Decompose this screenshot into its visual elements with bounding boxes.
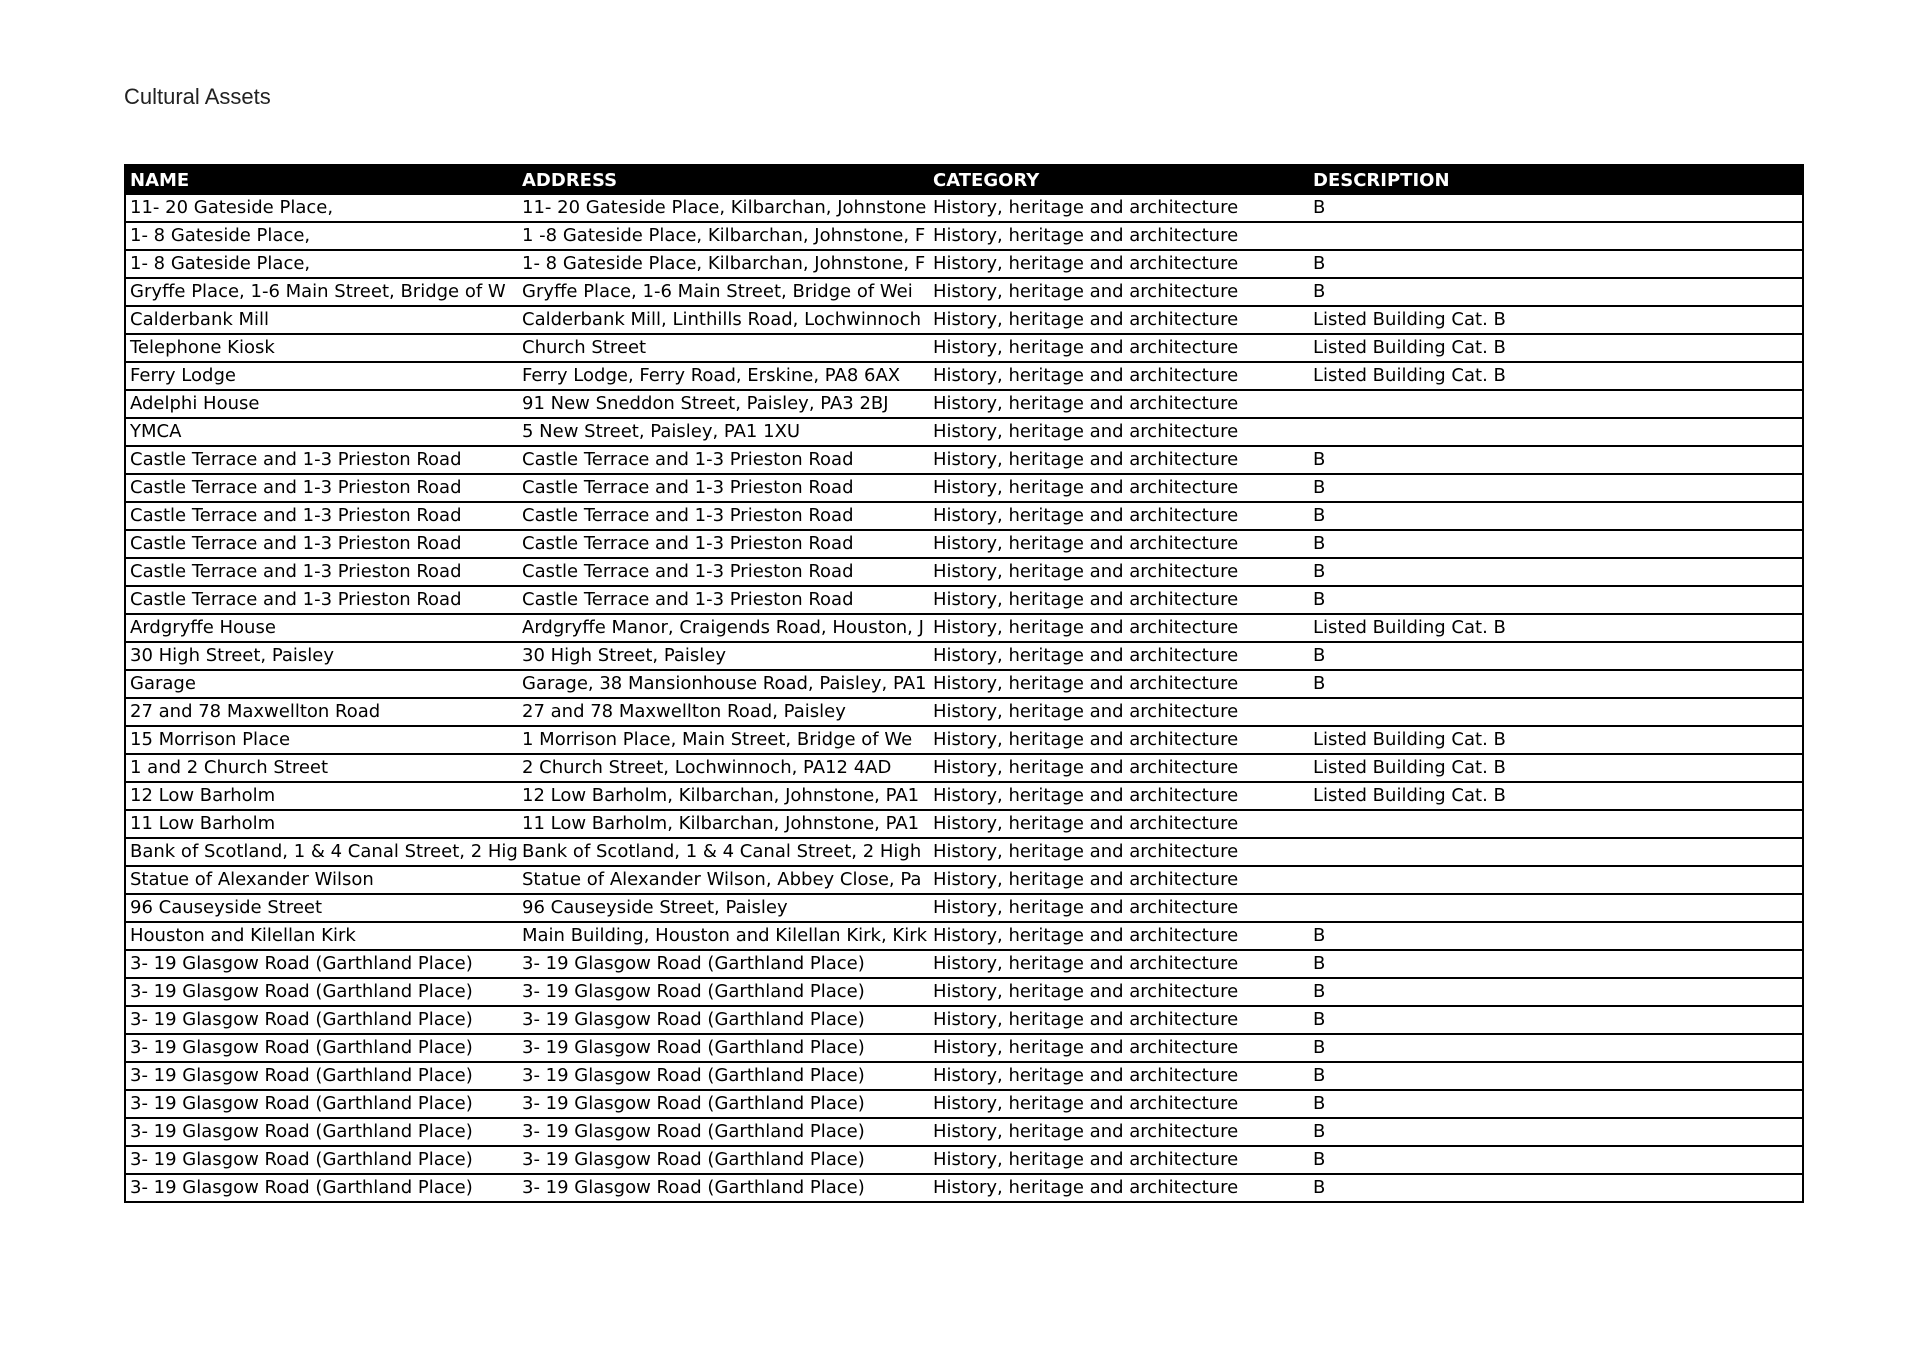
description-cell: B <box>1309 250 1802 278</box>
address-cell: Castle Terrace and 1-3 Prieston Road <box>518 530 929 558</box>
description-cell: B <box>1309 950 1802 978</box>
name-cell: 1- 8 Gateside Place, <box>126 222 518 250</box>
address-cell: 1 Morrison Place, Main Street, Bridge of We <box>518 726 929 754</box>
name-cell: Ferry Lodge <box>126 362 518 390</box>
name-cell: Garage <box>126 670 518 698</box>
category-cell: History, heritage and architecture <box>929 474 1309 502</box>
category-cell: History, heritage and architecture <box>929 278 1309 306</box>
description-cell: B <box>1309 278 1802 306</box>
cultural-assets-table-container <box>124 164 1804 1203</box>
address-cell: Castle Terrace and 1-3 Prieston Road <box>518 502 929 530</box>
description-cell <box>1309 810 1802 838</box>
category-cell: History, heritage and architecture <box>929 306 1309 334</box>
description-cell <box>1309 894 1802 922</box>
table-row <box>126 306 1802 334</box>
name-cell: Gryffe Place, 1-6 Main Street, Bridge of W <box>126 278 518 306</box>
description-cell: B <box>1309 530 1802 558</box>
header-row <box>126 166 1802 195</box>
table-row <box>126 838 1802 866</box>
name-cell: Ardgryffe House <box>126 614 518 642</box>
description-cell: Listed Building Cat. B <box>1309 726 1802 754</box>
category-cell: History, heritage and architecture <box>929 978 1309 1006</box>
description-cell: B <box>1313 1177 1326 1198</box>
name-cell: Castle Terrace and 1-3 Prieston Road <box>126 446 518 474</box>
category-cell: History, heritage and architecture <box>929 894 1309 922</box>
address-cell: 3- 19 Glasgow Road (Garthland Place) <box>518 1146 929 1174</box>
category-cell: History, heritage and architecture <box>929 614 1309 642</box>
name-cell: 3- 19 Glasgow Road (Garthland Place) <box>126 1062 518 1090</box>
column-header-category: CATEGORY <box>929 166 1309 195</box>
name-cell: Castle Terrace and 1-3 Prieston Road <box>126 558 518 586</box>
name-cell: 11- 20 Gateside Place, <box>126 195 518 222</box>
column-header-name: NAME <box>126 166 518 195</box>
name-cell: 1- 8 Gateside Place, <box>126 250 518 278</box>
address-cell: Castle Terrace and 1-3 Prieston Road <box>518 586 929 614</box>
name-cell: 3- 19 Glasgow Road (Garthland Place) <box>126 978 518 1006</box>
category-cell: History, heritage and architecture <box>929 726 1309 754</box>
table-row <box>126 810 1802 838</box>
category-cell: History, heritage and architecture <box>929 698 1309 726</box>
address-cell: Main Building, Houston and Kilellan Kirk, Kirk <box>518 922 929 950</box>
address-cell: 12 Low Barholm, Kilbarchan, Johnstone, PA1 <box>518 782 929 810</box>
description-cell <box>1309 418 1802 446</box>
table-row <box>126 1034 1802 1062</box>
table-row <box>126 1090 1802 1118</box>
table-row <box>126 195 1802 222</box>
name-cell: Houston and Kilellan Kirk <box>126 922 518 950</box>
category-cell: History, heritage and architecture <box>929 558 1309 586</box>
table-row <box>126 502 1802 530</box>
name-cell: 1 and 2 Church Street <box>126 754 518 782</box>
table-row <box>126 894 1802 922</box>
category-cell: History, heritage and architecture <box>929 950 1309 978</box>
category-cell: History, heritage and architecture <box>929 586 1309 614</box>
description-cell <box>1309 866 1802 894</box>
name-cell: 15 Morrison Place <box>126 726 518 754</box>
address-cell: Garage, 38 Mansionhouse Road, Paisley, PA1 <box>518 670 929 698</box>
category-cell: History, heritage and architecture <box>929 418 1309 446</box>
table-row <box>126 866 1802 894</box>
address-cell: 27 and 78 Maxwellton Road, Paisley <box>518 698 929 726</box>
column-header-description: DESCRIPTION <box>1309 166 1802 195</box>
table-row <box>126 1174 1802 1201</box>
cultural-assets-table <box>126 166 1802 1201</box>
description-cell: B <box>1309 1006 1802 1034</box>
category-cell: History, heritage and architecture <box>929 838 1309 866</box>
table-row <box>126 642 1802 670</box>
table-row <box>126 1146 1802 1174</box>
description-cell: B <box>1309 978 1802 1006</box>
category-cell: History, heritage and architecture <box>929 810 1309 838</box>
table-row <box>126 782 1802 810</box>
description-cell: B <box>1309 446 1802 474</box>
category-cell: History, heritage and architecture <box>929 1118 1309 1146</box>
name-cell: 27 and 78 Maxwellton Road <box>126 698 518 726</box>
description-cell <box>1309 390 1802 418</box>
table-row <box>126 418 1802 446</box>
table-header <box>126 166 1802 195</box>
category-cell: History, heritage and architecture <box>929 782 1309 810</box>
table-row <box>126 978 1802 1006</box>
category-cell: History, heritage and architecture <box>929 502 1309 530</box>
category-cell: History, heritage and architecture <box>929 1062 1309 1090</box>
category-cell: History, heritage and architecture <box>929 1146 1309 1174</box>
category-cell: History, heritage and architecture <box>929 334 1309 362</box>
table-row <box>126 250 1802 278</box>
name-cell: 11 Low Barholm <box>126 810 518 838</box>
address-cell: 3- 19 Glasgow Road (Garthland Place) <box>518 978 929 1006</box>
address-cell: Bank of Scotland, 1 & 4 Canal Street, 2 High <box>518 838 929 866</box>
name-cell: 3- 19 Glasgow Road (Garthland Place) <box>126 1006 518 1034</box>
table-row <box>126 362 1802 390</box>
table-row <box>126 222 1802 250</box>
description-cell: Listed Building Cat. B <box>1309 306 1802 334</box>
name-cell: 3- 19 Glasgow Road (Garthland Place) <box>130 1177 473 1198</box>
description-cell: B <box>1309 1034 1802 1062</box>
category-cell: History, heritage and architecture <box>929 446 1309 474</box>
description-cell: Listed Building Cat. B <box>1309 782 1802 810</box>
description-cell: Listed Building Cat. B <box>1309 614 1802 642</box>
table-body <box>126 195 1802 1201</box>
table-row <box>126 670 1802 698</box>
name-cell: YMCA <box>126 418 518 446</box>
name-cell: Castle Terrace and 1-3 Prieston Road <box>126 474 518 502</box>
table-row <box>126 1118 1802 1146</box>
category-cell: History, heritage and architecture <box>929 250 1309 278</box>
address-cell: 11 Low Barholm, Kilbarchan, Johnstone, PA1 <box>518 810 929 838</box>
table-row <box>126 698 1802 726</box>
table-row <box>126 474 1802 502</box>
column-header-address: ADDRESS <box>518 166 929 195</box>
description-cell: B <box>1309 1118 1802 1146</box>
table-row <box>126 530 1802 558</box>
name-cell: 12 Low Barholm <box>126 782 518 810</box>
category-cell: History, heritage and architecture <box>929 222 1309 250</box>
table-row <box>126 446 1802 474</box>
category-cell: History, heritage and architecture <box>929 866 1309 894</box>
description-cell: B <box>1309 1090 1802 1118</box>
description-cell: B <box>1309 474 1802 502</box>
description-cell: B <box>1309 922 1802 950</box>
description-cell: B <box>1309 670 1802 698</box>
address-cell: Castle Terrace and 1-3 Prieston Road <box>518 446 929 474</box>
category-cell: History, heritage and architecture <box>929 670 1309 698</box>
table-row <box>126 586 1802 614</box>
table-row <box>126 726 1802 754</box>
category-cell: History, heritage and architecture <box>929 1034 1309 1062</box>
name-cell: 30 High Street, Paisley <box>126 642 518 670</box>
address-cell: Castle Terrace and 1-3 Prieston Road <box>518 474 929 502</box>
description-cell: B <box>1309 586 1802 614</box>
name-cell: Statue of Alexander Wilson <box>126 866 518 894</box>
page-title: Cultural Assets <box>124 84 271 109</box>
table-row <box>126 614 1802 642</box>
address-cell: 3- 19 Glasgow Road (Garthland Place) <box>518 1062 929 1090</box>
category-cell: History, heritage and architecture <box>929 1090 1309 1118</box>
address-cell: 2 Church Street, Lochwinnoch, PA12 4AD <box>518 754 929 782</box>
address-cell: Calderbank Mill, Linthills Road, Lochwinnoch <box>518 306 929 334</box>
description-cell <box>1309 838 1802 866</box>
table-row <box>126 390 1802 418</box>
address-cell: Gryffe Place, 1-6 Main Street, Bridge of Wei <box>518 278 929 306</box>
address-cell: 3- 19 Glasgow Road (Garthland Place) <box>522 1177 865 1198</box>
category-cell: History, heritage and architecture <box>929 362 1309 390</box>
description-cell: B <box>1309 642 1802 670</box>
description-cell: B <box>1309 195 1802 222</box>
category-cell: History, heritage and architecture <box>929 922 1309 950</box>
table-row <box>126 1062 1802 1090</box>
category-cell: History, heritage and architecture <box>929 530 1309 558</box>
address-cell: 1- 8 Gateside Place, Kilbarchan, Johnstone, F <box>518 250 929 278</box>
address-cell: 3- 19 Glasgow Road (Garthland Place) <box>518 1118 929 1146</box>
name-cell: 3- 19 Glasgow Road (Garthland Place) <box>126 1146 518 1174</box>
table-row <box>126 922 1802 950</box>
table-row <box>126 950 1802 978</box>
table-row <box>126 334 1802 362</box>
description-cell: B <box>1309 558 1802 586</box>
name-cell: Calderbank Mill <box>126 306 518 334</box>
description-cell: Listed Building Cat. B <box>1309 754 1802 782</box>
address-cell: 30 High Street, Paisley <box>518 642 929 670</box>
address-cell: 1 -8 Gateside Place, Kilbarchan, Johnstone, F <box>518 222 929 250</box>
table-row <box>126 278 1802 306</box>
address-cell: 96 Causeyside Street, Paisley <box>518 894 929 922</box>
name-cell: 3- 19 Glasgow Road (Garthland Place) <box>126 950 518 978</box>
address-cell: Ardgryffe Manor, Craigends Road, Houston, J <box>518 614 929 642</box>
category-cell: History, heritage and architecture <box>929 642 1309 670</box>
description-cell <box>1309 222 1802 250</box>
description-cell: B <box>1309 502 1802 530</box>
name-cell: Castle Terrace and 1-3 Prieston Road <box>126 502 518 530</box>
name-cell: Adelphi House <box>126 390 518 418</box>
table-row <box>126 1006 1802 1034</box>
name-cell: 3- 19 Glasgow Road (Garthland Place) <box>126 1034 518 1062</box>
name-cell: 3- 19 Glasgow Road (Garthland Place) <box>126 1118 518 1146</box>
address-cell: Ferry Lodge, Ferry Road, Erskine, PA8 6AX <box>518 362 929 390</box>
address-cell: Church Street <box>518 334 929 362</box>
address-cell: 3- 19 Glasgow Road (Garthland Place) <box>518 950 929 978</box>
name-cell: Castle Terrace and 1-3 Prieston Road <box>126 530 518 558</box>
description-cell: Listed Building Cat. B <box>1309 334 1802 362</box>
address-cell: 91 New Sneddon Street, Paisley, PA3 2BJ <box>518 390 929 418</box>
address-cell: 11- 20 Gateside Place, Kilbarchan, Johnstone <box>518 195 929 222</box>
description-cell <box>1309 698 1802 726</box>
name-cell: 96 Causeyside Street <box>126 894 518 922</box>
address-cell: Statue of Alexander Wilson, Abbey Close, Pa <box>518 866 929 894</box>
name-cell: Castle Terrace and 1-3 Prieston Road <box>126 586 518 614</box>
description-cell: Listed Building Cat. B <box>1309 362 1802 390</box>
table-row <box>126 754 1802 782</box>
name-cell: Bank of Scotland, 1 & 4 Canal Street, 2 Hig <box>126 838 518 866</box>
category-cell: History, heritage and architecture <box>933 1177 1239 1198</box>
address-cell: 3- 19 Glasgow Road (Garthland Place) <box>518 1006 929 1034</box>
description-cell: B <box>1309 1062 1802 1090</box>
table-row <box>126 558 1802 586</box>
address-cell: 5 New Street, Paisley, PA1 1XU <box>518 418 929 446</box>
address-cell: 3- 19 Glasgow Road (Garthland Place) <box>518 1034 929 1062</box>
name-cell: Telephone Kiosk <box>126 334 518 362</box>
address-cell: Castle Terrace and 1-3 Prieston Road <box>518 558 929 586</box>
description-cell: B <box>1309 1146 1802 1174</box>
address-cell: 3- 19 Glasgow Road (Garthland Place) <box>518 1090 929 1118</box>
category-cell: History, heritage and architecture <box>929 754 1309 782</box>
name-cell: 3- 19 Glasgow Road (Garthland Place) <box>126 1090 518 1118</box>
category-cell: History, heritage and architecture <box>929 1006 1309 1034</box>
category-cell: History, heritage and architecture <box>929 390 1309 418</box>
category-cell: History, heritage and architecture <box>929 195 1309 222</box>
